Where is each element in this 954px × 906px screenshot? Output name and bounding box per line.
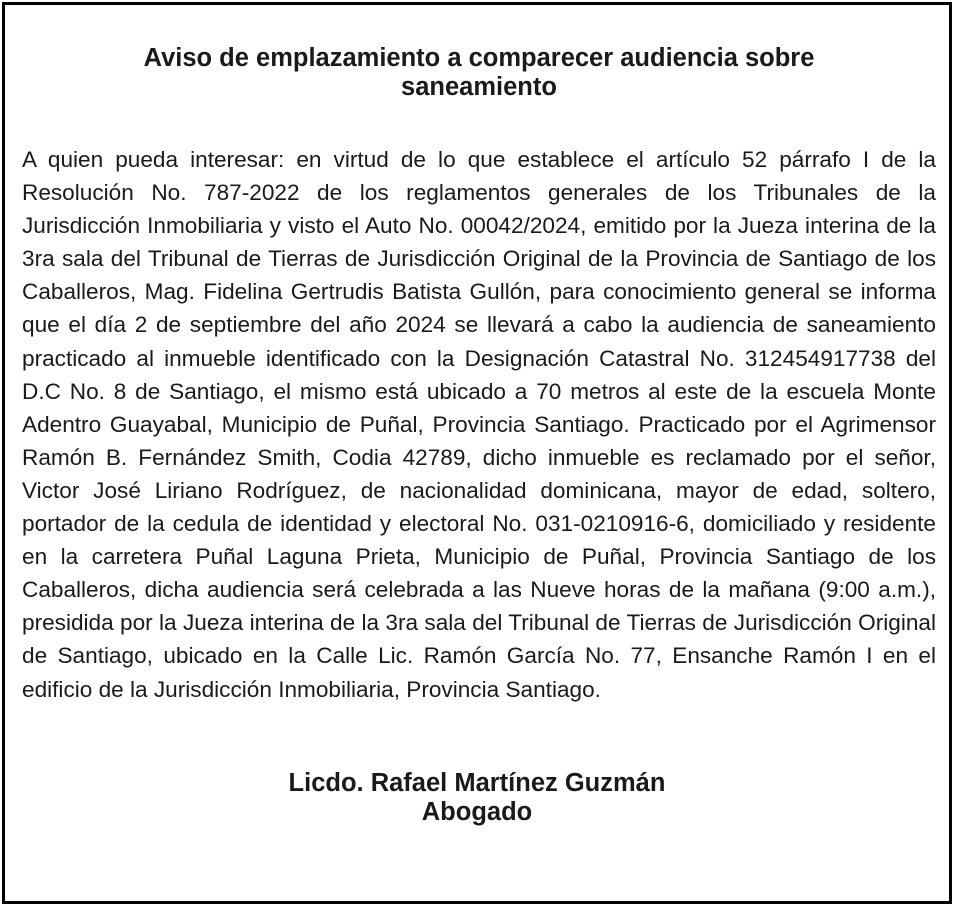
signature-block [5,769,949,827]
signature-name: Licdo. Rafael Martínez Guzmán [288,769,666,797]
notice-title: Aviso de emplazamiento a comparecer audiencia sobre saneamiento [143,44,815,101]
notice-frame [2,2,952,904]
notice-body: A quien pueda interesar: en virtud de lo que establece el artículo 52 párrafo I de la Resolución No. 787-2022 de los reglamentos generales de los Tribunales de la Jurisdicción Inmobiliaria y visto el Auto No. 00042/2024, emitido por la Jueza interina de la 3ra sala del Tribunal de Tierras de Jurisdicción Original de la Provincia de Santiago de los Caballeros, Mag. Fidelina Gertrudis Batista Gullón, para conocimiento general se informa que el día 2 de septiembre del año 2024 se llevará a cabo la audiencia de saneamiento practicado al inmueble identificado con la Designación Catastral No. 312454917738 del D.C No. 8 de Santiago, el mismo está ubicado a 70 metros al este de la escuela Monte Adentro Guayabal, Municipio de Puñal, Provincia Santiago. Practicado por el Agrimensor Ramón B. Fernández Smith, Codia 42789, dicho inmueble es reclamado por el señor, Victor José Liriano Rodríguez, de nacionalidad dominicana, mayor de edad, soltero, portador de la cedula de identidad y electoral No. 031-0210916-6, domiciliado y residente en la carretera Puñal Laguna Prieta, Municipio de Puñal, Provincia Santiago de los Caballeros, dicha audiencia será celebrada a las Nueve horas de la mañana (9:00 a.m.), presidida por la Jueza interina de la 3ra sala del Tribunal de Tierras de Jurisdicción Original de Santiago, ubicado en la Calle Lic. Ramón García No. 77, Ensanche Ramón I en el edificio de la Jurisdicción Inmobiliaria, Provincia Santiago. [22,147,936,702]
signature-role: Abogado [421,798,533,826]
